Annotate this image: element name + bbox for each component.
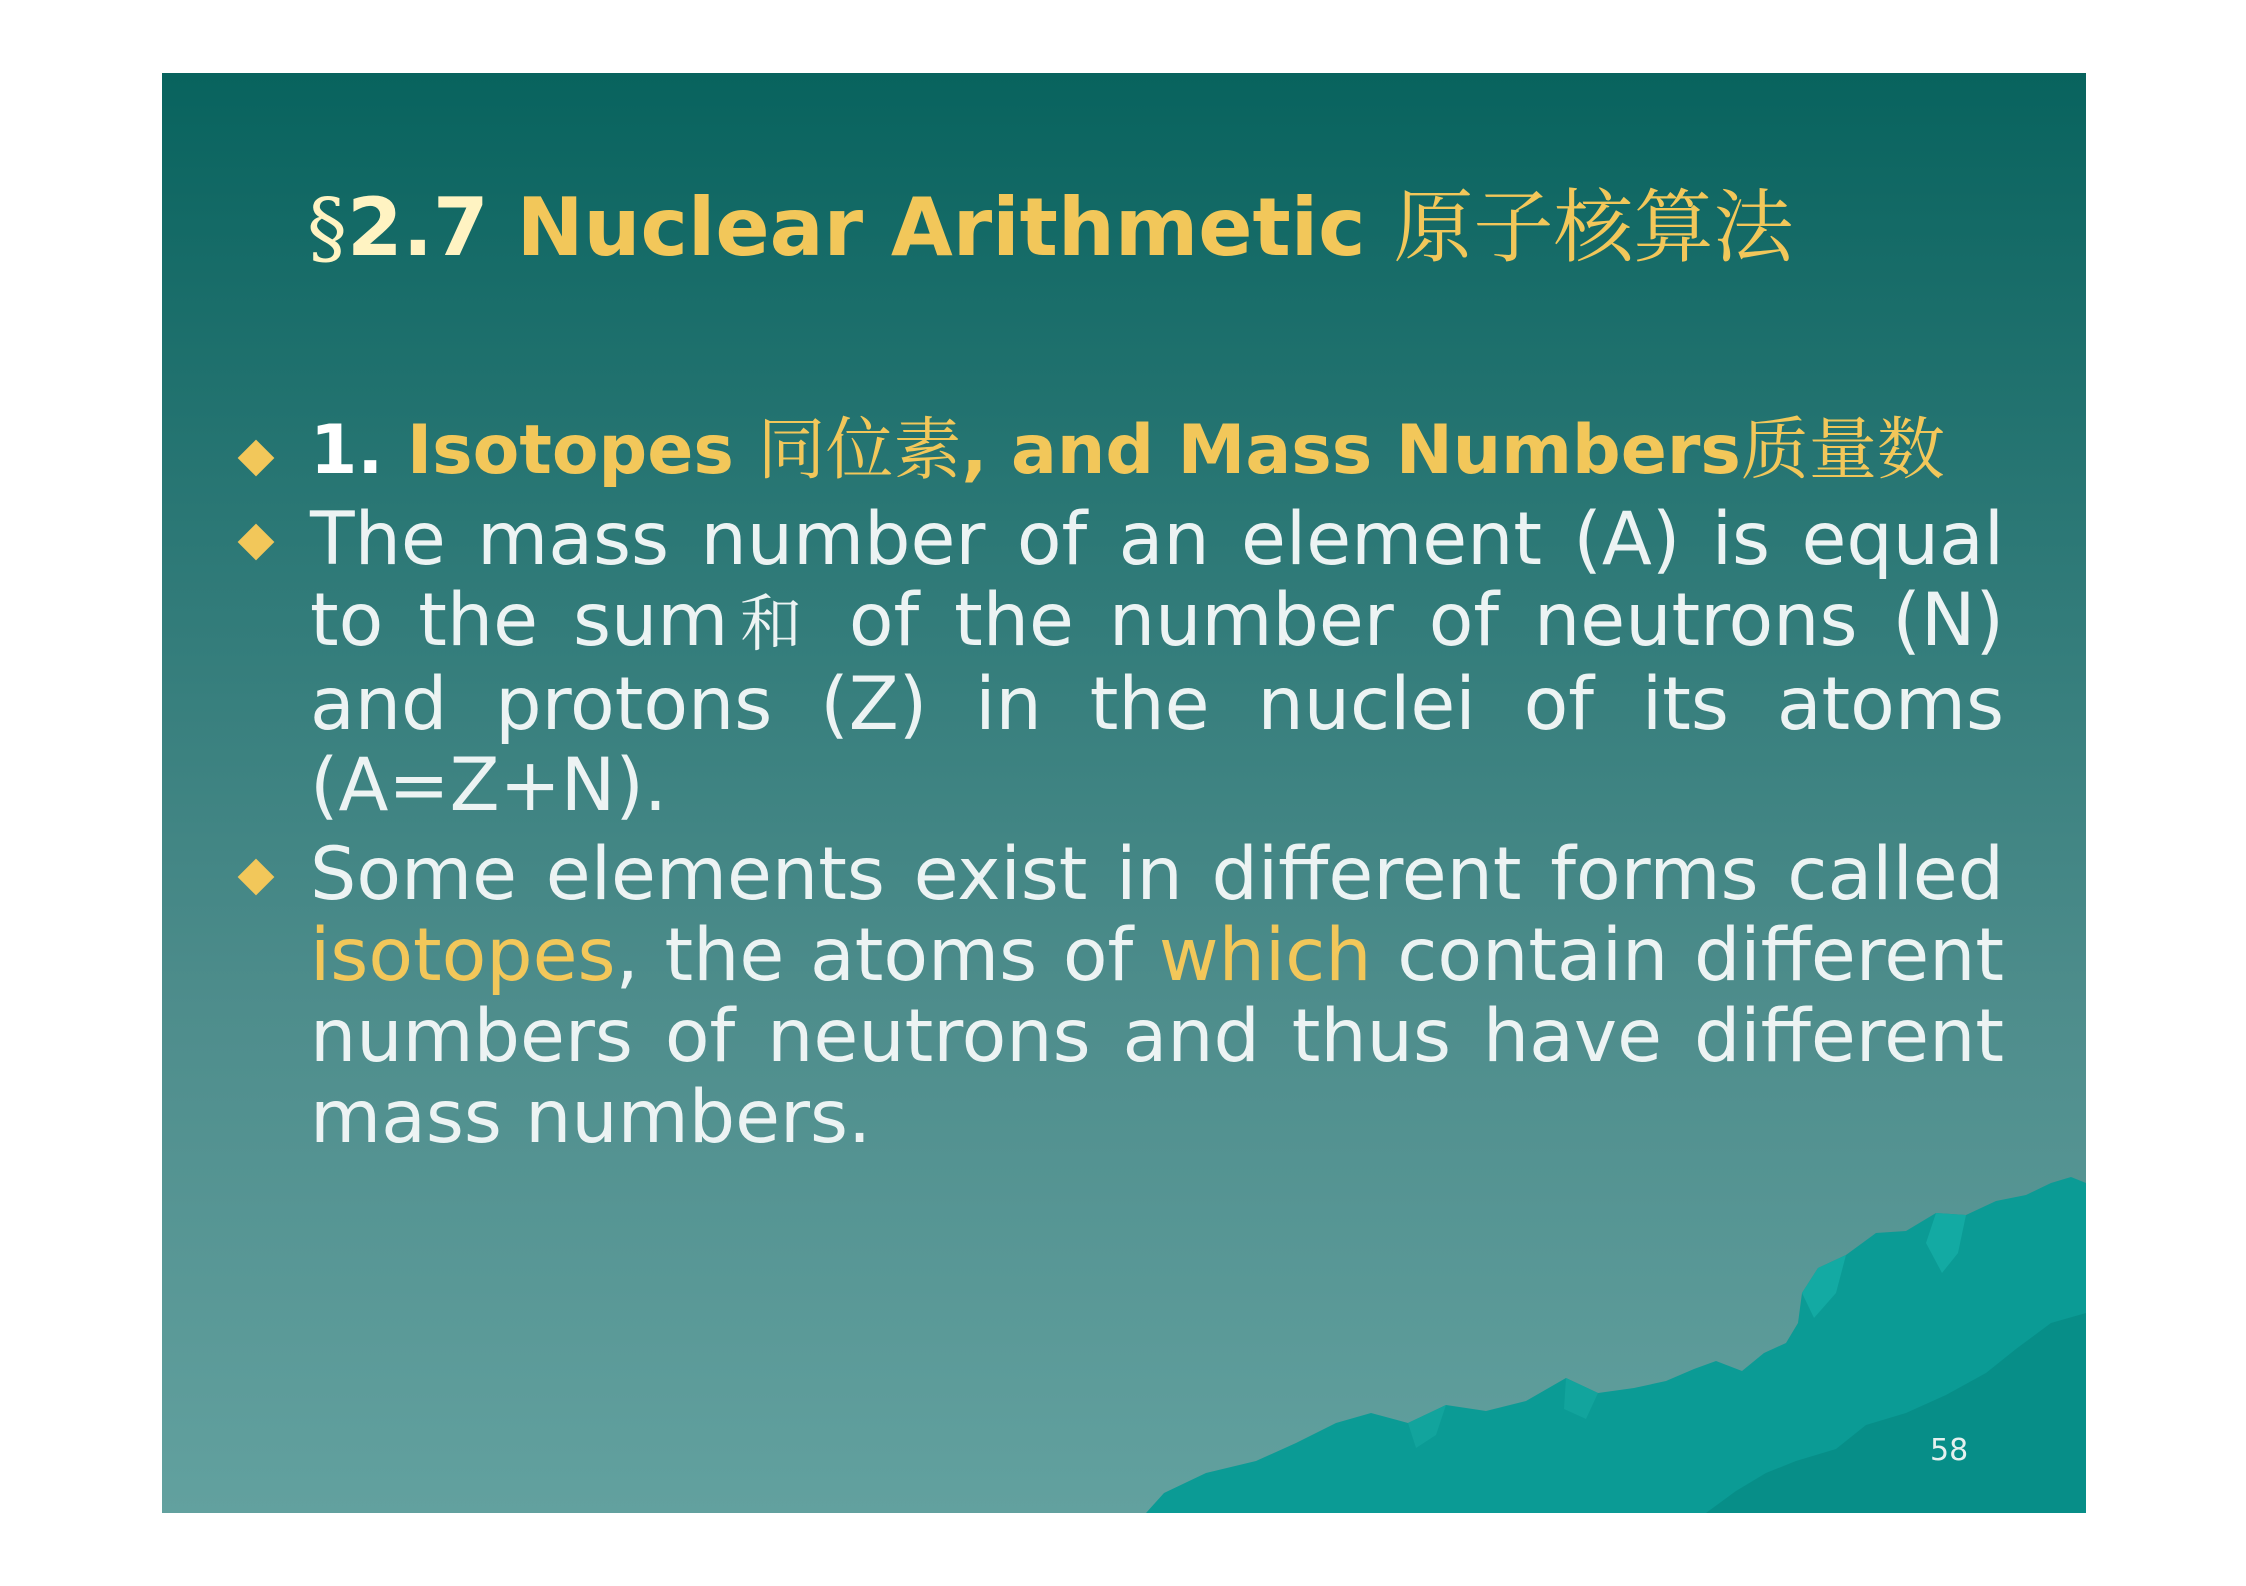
isotopes-highlight: isotopes (310, 913, 616, 998)
bullet-list (238, 411, 2078, 1166)
which-highlight: which (1158, 913, 1372, 998)
isotopes-text-3: contain different numbers of neutrons and thus have different mass numbers. (310, 913, 2004, 1160)
section-symbol: § (307, 181, 347, 274)
bullet-body-text (310, 834, 2004, 1158)
bullet-item-mass-number-definition (238, 499, 2078, 826)
page-number: 58 (1930, 1433, 1969, 1468)
title-chinese: 原子核算法 (1393, 181, 1794, 274)
bullet-item-isotopes-description (238, 834, 2078, 1158)
title-text: Nuclear Arithmetic (516, 181, 1366, 274)
bullet-item-isotopes-heading (238, 411, 2078, 491)
heading-mass-numbers-chinese: 质量数 (1740, 411, 1945, 490)
definition-text-end: of the number of neutrons (N) and protons (Z) in the nuclei of its atoms (A=Z+N). (310, 578, 2004, 828)
bullet-heading-text (310, 411, 2004, 491)
isotopes-text-1: Some elements exist in different forms called (310, 832, 2004, 917)
bullet-body-text (310, 499, 2004, 826)
isotopes-text-2: , the atoms of (615, 913, 1159, 998)
diamond-bullet-icon (238, 859, 275, 896)
slide (162, 73, 2086, 1513)
definition-text-chinese: 和 (728, 587, 814, 660)
heading-isotopes-chinese: 同位素 (757, 411, 962, 490)
slide-title (307, 173, 2007, 283)
section-number: 2.7 (347, 181, 489, 274)
heading-isotopes: Isotopes (406, 411, 734, 490)
bullet-number: 1. (310, 411, 384, 490)
heading-mass-numbers: , and Mass Numbers (961, 411, 1741, 490)
diamond-bullet-icon (238, 524, 275, 561)
definition-text-start: The mass number of an element (A) is equal to the sum (310, 497, 2004, 663)
diamond-bullet-icon (238, 440, 275, 477)
